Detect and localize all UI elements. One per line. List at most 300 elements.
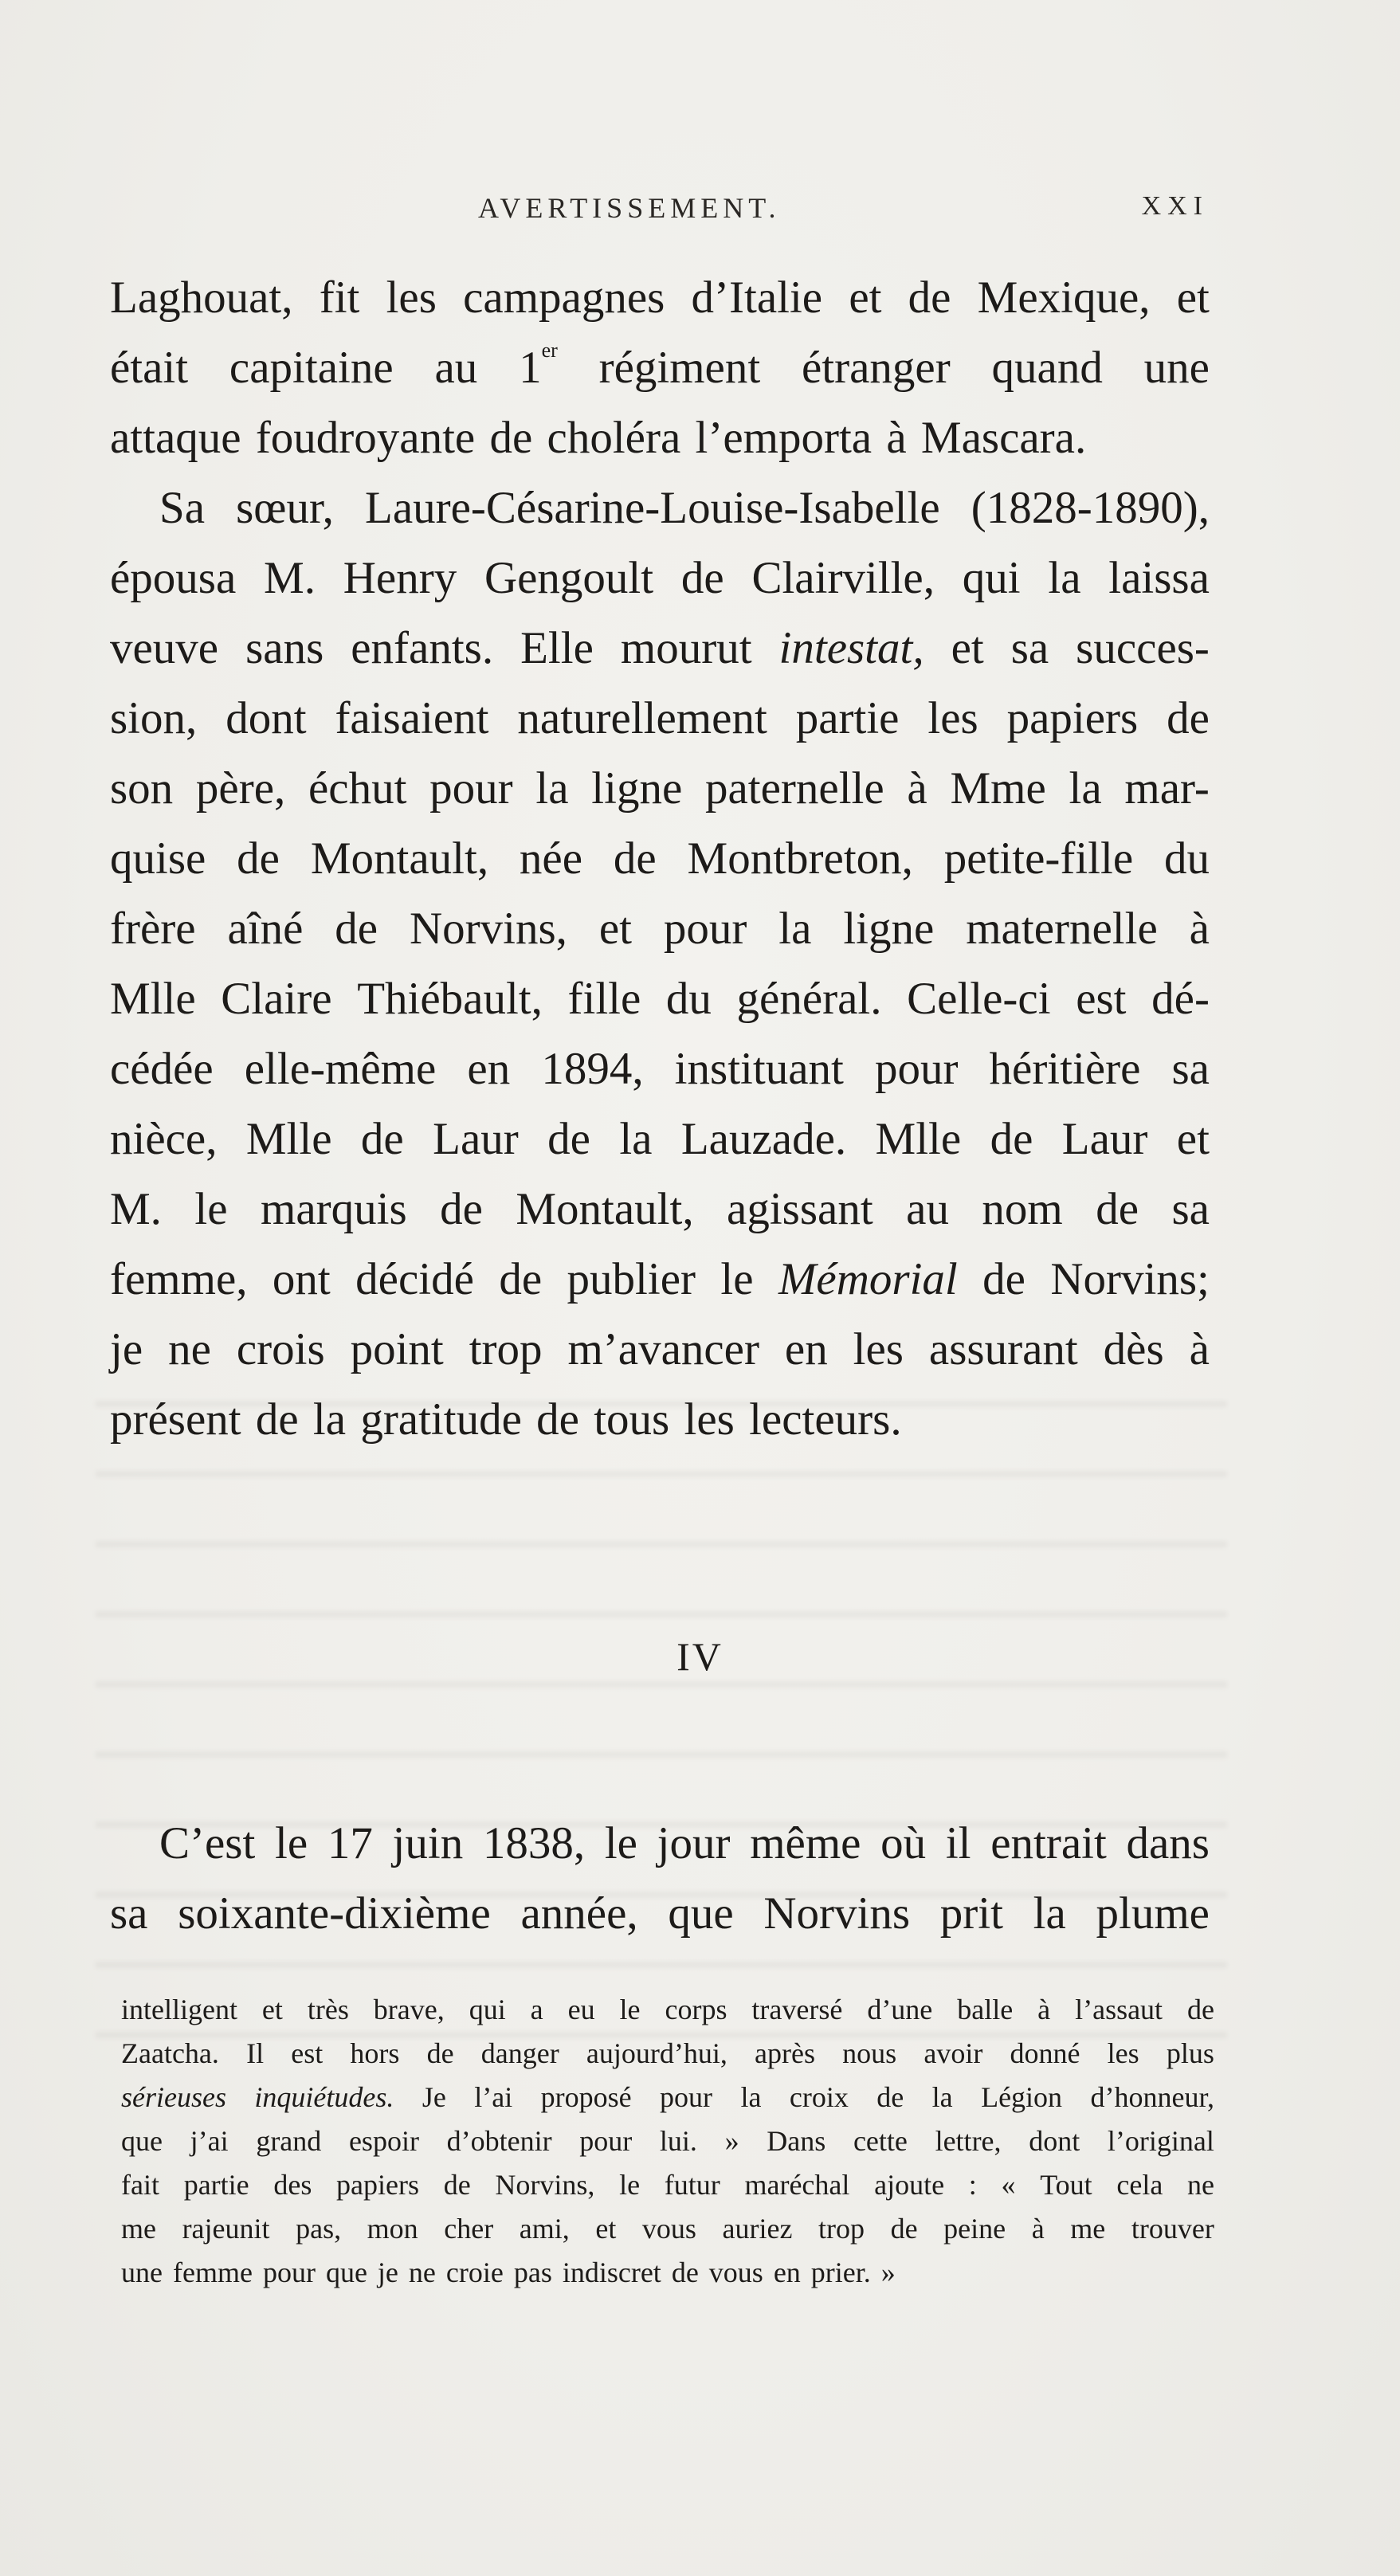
word: Laur — [433, 1114, 519, 1164]
word: d’obtenir — [446, 2125, 552, 2157]
word: marquis — [260, 1184, 407, 1234]
word: » — [880, 2256, 896, 2288]
word: M. — [110, 1184, 162, 1234]
word: que — [668, 1888, 734, 1939]
word: à — [1037, 1994, 1051, 2025]
word: le — [604, 1818, 637, 1868]
word: 17 — [327, 1818, 373, 1868]
word: le — [619, 2169, 641, 2201]
footnote-line — [121, 1988, 1214, 2032]
word: partie — [183, 2169, 249, 2201]
word: cette — [853, 2125, 908, 2157]
word: général. — [736, 974, 882, 1024]
word: ne — [408, 2256, 436, 2288]
word: Mémorial — [778, 1254, 958, 1304]
word: lettre, — [935, 2125, 1002, 2157]
word: de — [443, 2169, 471, 2201]
word: d’honneur, — [1090, 2081, 1214, 2113]
word: après — [755, 2037, 815, 2069]
word: auriez — [722, 2213, 793, 2245]
word: vous — [641, 2213, 696, 2245]
word: de — [613, 833, 657, 884]
word: le — [275, 1818, 308, 1868]
word: Légion — [981, 2081, 1063, 2113]
word: est — [291, 2037, 324, 2069]
word: ne — [168, 1324, 211, 1374]
word: ne — [1187, 2169, 1214, 2201]
word: (1828-1890), — [971, 483, 1210, 533]
word: il — [945, 1818, 971, 1868]
word: de — [360, 1114, 404, 1164]
word: elle-même — [244, 1044, 437, 1094]
word: la — [535, 763, 569, 814]
word: indiscret — [562, 2256, 661, 2288]
word: très — [307, 1994, 349, 2025]
word: Henry — [343, 553, 457, 603]
word: son — [110, 763, 174, 814]
word: Claire — [221, 974, 332, 1024]
word: l’ai — [474, 2081, 513, 2113]
word: le — [619, 1994, 641, 2025]
word: rajeunit — [182, 2213, 270, 2245]
word: la — [619, 1114, 653, 1164]
word: présent — [110, 1394, 241, 1445]
word: je — [377, 2256, 398, 2288]
text-line — [110, 333, 1210, 403]
word: Montault, — [516, 1184, 694, 1234]
word: de — [990, 1114, 1033, 1164]
word: lui. — [659, 2125, 697, 2157]
word: je — [110, 1324, 143, 1374]
word: croix — [789, 2081, 849, 2113]
word: inquiétudes. — [254, 2081, 394, 2113]
word: de — [1187, 1994, 1214, 2025]
running-title: AVERTISSEMENT. — [478, 192, 781, 224]
word: au — [906, 1184, 949, 1234]
text-line — [110, 1315, 1210, 1385]
word: les — [853, 1324, 904, 1374]
word: mar- — [1124, 763, 1210, 814]
text-line — [110, 543, 1210, 614]
word: d’Italie — [691, 272, 823, 323]
word: juin — [392, 1818, 464, 1868]
word: brave, — [373, 1994, 445, 2025]
word: de — [536, 1394, 579, 1445]
word: Norvins; — [1050, 1254, 1210, 1304]
word: naturellement — [517, 693, 767, 743]
word: danger — [480, 2037, 559, 2069]
word: balle — [957, 1994, 1014, 2025]
word: plume — [1096, 1888, 1210, 1939]
word: les — [684, 1394, 735, 1445]
word: cédée — [110, 1044, 214, 1094]
word: trouver — [1131, 2213, 1214, 2245]
word: intestat, — [778, 623, 924, 673]
word: pour — [429, 763, 513, 814]
word: l’emporta — [695, 413, 873, 463]
word: qui — [469, 1994, 506, 2025]
word: succes- — [1076, 623, 1210, 673]
word: ajoute — [874, 2169, 945, 2201]
word: ligne — [591, 763, 683, 814]
word: régiment — [598, 343, 761, 393]
footnote-line — [121, 2163, 1214, 2207]
word: futur — [664, 2169, 720, 2201]
word: de — [982, 1254, 1025, 1304]
word: femme, — [110, 1254, 248, 1304]
word: à — [1189, 904, 1210, 954]
word: de — [1096, 1184, 1139, 1234]
word: de — [255, 1394, 299, 1445]
word: Tout — [1040, 2169, 1092, 2201]
word: paternelle — [704, 763, 884, 814]
word: corps — [665, 1994, 727, 2025]
word: maternelle — [966, 904, 1158, 954]
word: traversé — [751, 1994, 843, 2025]
word: de — [335, 904, 378, 954]
word: de — [237, 833, 280, 884]
word: 1838, — [482, 1818, 586, 1868]
word: aujourd’hui, — [586, 2037, 727, 2069]
word: Mlle — [875, 1114, 962, 1164]
word: dès — [1103, 1324, 1164, 1374]
footnote-line — [121, 2251, 1214, 2295]
footnote — [121, 1988, 1214, 2295]
word: jour — [657, 1818, 731, 1868]
footnote-line — [121, 2076, 1214, 2119]
word: à — [886, 413, 907, 463]
word: faisaient — [335, 693, 489, 743]
word: et — [595, 2213, 617, 2245]
word: Gengoult — [484, 553, 654, 603]
word: de — [499, 1254, 543, 1304]
word: Thiébault, — [357, 974, 543, 1024]
word: pas, — [296, 2213, 342, 2245]
word: partie — [795, 693, 900, 743]
word: et — [598, 904, 632, 954]
word: de — [890, 2213, 918, 2245]
word: étranger — [802, 343, 951, 393]
word: Mexique, — [977, 272, 1151, 323]
text-line — [110, 403, 1210, 473]
word: croie — [445, 2256, 504, 2288]
word: Il — [246, 2037, 265, 2069]
word: nom — [982, 1184, 1063, 1234]
footnote-line — [121, 2119, 1214, 2163]
word: nièce, — [110, 1114, 218, 1164]
text-line — [110, 263, 1210, 333]
word: intelligent — [121, 1994, 237, 2025]
word: C’est — [159, 1818, 256, 1868]
word: à — [907, 763, 927, 814]
word: point — [350, 1324, 444, 1374]
word: l’assaut — [1075, 1994, 1163, 2025]
word: crois — [236, 1324, 325, 1374]
word: me — [121, 2213, 156, 2245]
word: prier. — [810, 2256, 871, 2288]
word: grand — [256, 2125, 322, 2157]
word: laissa — [1108, 553, 1210, 603]
word: dont — [1029, 2125, 1080, 2157]
word: avoir — [924, 2037, 983, 2069]
word: ligne — [843, 904, 935, 954]
word: épousa — [110, 553, 237, 603]
word: de — [547, 1114, 590, 1164]
word: eu — [567, 1994, 595, 2025]
word: de — [876, 2081, 904, 2113]
word: donné — [1010, 2037, 1080, 2069]
word: au — [434, 343, 478, 393]
text-line — [110, 1879, 1210, 1949]
word: Mlle — [110, 974, 196, 1024]
word: tous — [594, 1394, 670, 1445]
word: pour — [663, 904, 747, 954]
word: sa — [1171, 1044, 1210, 1094]
word: du — [665, 974, 712, 1024]
word: de — [440, 1184, 483, 1234]
body-text-continued — [110, 1809, 1210, 1949]
word: prit — [939, 1888, 1003, 1939]
word: à — [1189, 1324, 1210, 1374]
word: maréchal — [744, 2169, 850, 2201]
word: des — [273, 2169, 312, 2201]
word: Norvins, — [410, 904, 567, 954]
word: les — [386, 272, 437, 323]
word: peine — [943, 2213, 1006, 2245]
word: Sa — [159, 483, 205, 533]
word: proposé — [540, 2081, 632, 2113]
word: vous — [708, 2256, 763, 2288]
word: Lauzade. — [680, 1114, 847, 1164]
word: et — [849, 272, 882, 323]
word: sion, — [110, 693, 198, 743]
word: et — [1176, 272, 1210, 323]
word: choléra — [547, 413, 681, 463]
word: Laur — [1061, 1114, 1148, 1164]
word: de — [680, 553, 724, 603]
word: échut — [308, 763, 407, 814]
word: en — [773, 2256, 801, 2288]
word: que — [121, 2125, 163, 2157]
word: sa — [110, 1888, 148, 1939]
word: Clairville, — [751, 553, 935, 603]
word: sa — [1010, 623, 1049, 673]
word: espoir — [348, 2125, 419, 2157]
word: de — [489, 413, 533, 463]
word: attaque — [110, 413, 241, 463]
word: dont — [225, 693, 307, 743]
word: enfants. — [351, 623, 494, 673]
text-line — [110, 1385, 1210, 1455]
word: ami, — [519, 2213, 570, 2245]
word: pour — [579, 2125, 633, 2157]
word: Dans — [767, 2125, 826, 2157]
word: frère — [110, 904, 196, 954]
running-head — [0, 191, 1400, 239]
word: trop — [469, 1324, 543, 1374]
word: Elle — [520, 623, 594, 673]
word: Norvins — [763, 1888, 911, 1939]
word: mourut — [620, 623, 752, 673]
word: 1er — [519, 339, 558, 393]
text-line — [110, 1034, 1210, 1104]
word: qui — [962, 553, 1021, 603]
word: la — [1033, 1888, 1066, 1939]
word: assurant — [928, 1324, 1078, 1374]
word: le — [194, 1184, 228, 1234]
word: Montault, — [310, 833, 489, 884]
text-line — [110, 964, 1210, 1034]
word: où — [880, 1818, 927, 1868]
word: en — [467, 1044, 511, 1094]
word: trop — [818, 2213, 865, 2245]
word: les — [927, 693, 978, 743]
word: Je — [422, 2081, 446, 2113]
word: foudroyante — [255, 413, 476, 463]
word: et — [261, 1994, 283, 2025]
text-line — [110, 473, 1210, 543]
word: me — [1070, 2213, 1106, 2245]
word: une — [121, 2256, 163, 2288]
word: l’original — [1107, 2125, 1214, 2157]
word: fait — [121, 2169, 159, 2201]
word: Celle-ci — [907, 974, 1051, 1024]
word: sans — [245, 623, 324, 673]
word: 1894, — [541, 1044, 644, 1094]
section-heading: IV — [676, 1634, 724, 1679]
word: fit — [319, 272, 360, 323]
word: ont — [272, 1254, 331, 1304]
word: héritière — [989, 1044, 1141, 1094]
text-line — [110, 894, 1210, 964]
word: Mme — [950, 763, 1046, 814]
word: pour — [874, 1044, 959, 1094]
word: quise — [110, 833, 206, 884]
word: mon — [367, 2213, 418, 2245]
show-through-texture — [96, 1355, 1227, 2056]
word: Montbreton, — [687, 833, 913, 884]
word: hors — [350, 2037, 400, 2069]
word: dans — [1126, 1818, 1210, 1868]
word: cela — [1116, 2169, 1163, 2201]
text-line — [110, 824, 1210, 894]
footnote-line — [121, 2207, 1214, 2251]
word: père, — [195, 763, 286, 814]
text-line — [110, 614, 1210, 684]
text-line — [110, 1245, 1210, 1315]
word: que — [325, 2256, 367, 2288]
word: la — [740, 2081, 762, 2113]
word: soixante-dixième — [178, 1888, 491, 1939]
word: même — [750, 1818, 861, 1868]
word: Mlle — [245, 1114, 332, 1164]
word: sœur, — [236, 483, 334, 533]
word: dé- — [1151, 974, 1210, 1024]
word: fille — [567, 974, 641, 1024]
word: une — [1143, 343, 1210, 393]
word: en — [784, 1324, 828, 1374]
word: le — [720, 1254, 754, 1304]
word: née — [519, 833, 583, 884]
word: sa — [1171, 1184, 1210, 1234]
word: la — [312, 1394, 347, 1445]
word: veuve — [110, 623, 219, 673]
word: aîné — [227, 904, 304, 954]
word: et — [1176, 1114, 1210, 1164]
word: Laure-Césarine-Louise-Isabelle — [365, 483, 940, 533]
word: d’une — [867, 1994, 933, 2025]
word: instituant — [674, 1044, 844, 1094]
word: j’ai — [190, 2125, 229, 2157]
word: quand — [991, 343, 1103, 393]
word: cher — [444, 2213, 494, 2245]
word: sérieuses — [121, 2081, 226, 2113]
word: de — [1167, 693, 1210, 743]
text-line — [110, 1809, 1210, 1879]
word: était — [110, 343, 189, 393]
word: du — [1164, 833, 1210, 884]
word: : — [968, 2169, 977, 2201]
word: nous — [842, 2037, 897, 2069]
page-number: XXI — [1141, 191, 1209, 221]
word: la — [1048, 553, 1081, 603]
word: agissant — [727, 1184, 873, 1234]
word: la — [931, 2081, 953, 2113]
word: les — [1107, 2037, 1139, 2069]
word: petite-fille — [943, 833, 1134, 884]
word: et — [951, 623, 984, 673]
word: a — [530, 1994, 543, 2025]
word: Norvins, — [495, 2169, 595, 2201]
word: « — [1001, 2169, 1016, 2201]
word: est — [1076, 974, 1127, 1024]
footnote-line — [121, 2032, 1214, 2076]
word: papiers — [1006, 693, 1139, 743]
word: pour — [262, 2256, 316, 2288]
word: de — [671, 2256, 699, 2288]
word: Mascara. — [920, 413, 1087, 463]
word: entrait — [990, 1818, 1107, 1868]
word: Zaatcha. — [121, 2037, 219, 2069]
word: Laghouat, — [110, 272, 293, 323]
word: plus — [1166, 2037, 1214, 2069]
word: de — [426, 2037, 454, 2069]
word: de — [908, 272, 951, 323]
word: m’avancer — [567, 1324, 759, 1374]
word: capitaine — [229, 343, 394, 393]
text-line — [110, 1174, 1210, 1245]
word: publier — [567, 1254, 696, 1304]
word: la — [778, 904, 812, 954]
word: la — [1069, 763, 1102, 814]
word: décidé — [355, 1254, 474, 1304]
word: à — [1031, 2213, 1045, 2245]
word: » — [724, 2125, 739, 2157]
word: gratitude — [360, 1394, 522, 1445]
word: année, — [520, 1888, 638, 1939]
body-text — [110, 263, 1210, 1455]
text-line — [110, 684, 1210, 754]
text-line — [110, 1104, 1210, 1174]
word: papiers — [336, 2169, 420, 2201]
word: lecteurs. — [749, 1394, 902, 1445]
text-line — [110, 754, 1210, 824]
word: pour — [660, 2081, 713, 2113]
word: pas — [513, 2256, 552, 2288]
word: campagnes — [463, 272, 665, 323]
word: M. — [264, 553, 316, 603]
word: femme — [172, 2256, 253, 2288]
